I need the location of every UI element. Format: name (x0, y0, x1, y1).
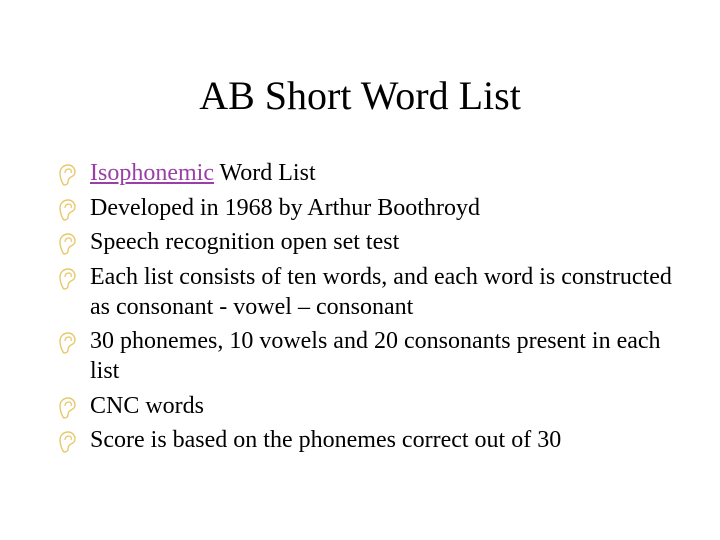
bullet-item (56, 391, 676, 421)
bullet-text: 30 phonemes, 10 vowels and 20 consonants present in each list (90, 328, 661, 384)
bullet-item (56, 425, 676, 455)
bullet-text: Word List (213, 160, 316, 186)
bullet-item (56, 326, 676, 386)
bullet-item (56, 262, 676, 322)
ear-icon (56, 198, 78, 222)
ear-icon (56, 232, 78, 256)
bullet-item (56, 158, 676, 188)
bullet-item (56, 193, 676, 223)
bullet-text: Each list consists of ten words, and each word is constructed as consonant - vowel – consonant (90, 263, 672, 320)
bullet-text: Score is based on the phonemes correct out of 30 (90, 427, 562, 453)
ear-icon (56, 396, 78, 420)
ear-icon (56, 163, 78, 187)
bullet-list (56, 158, 676, 460)
ear-icon (56, 331, 78, 355)
slide-title: AB Short Word List (199, 73, 521, 118)
ear-icon (56, 267, 78, 291)
bullet-item (56, 227, 676, 257)
isophonemic-link[interactable]: Isophonemic (90, 160, 214, 186)
bullet-text: Developed in 1968 by Arthur Boothroyd (90, 194, 480, 221)
bullet-text: Speech recognition open set test (90, 229, 400, 255)
ear-icon (56, 430, 78, 454)
bullet-text: CNC words (90, 392, 205, 419)
